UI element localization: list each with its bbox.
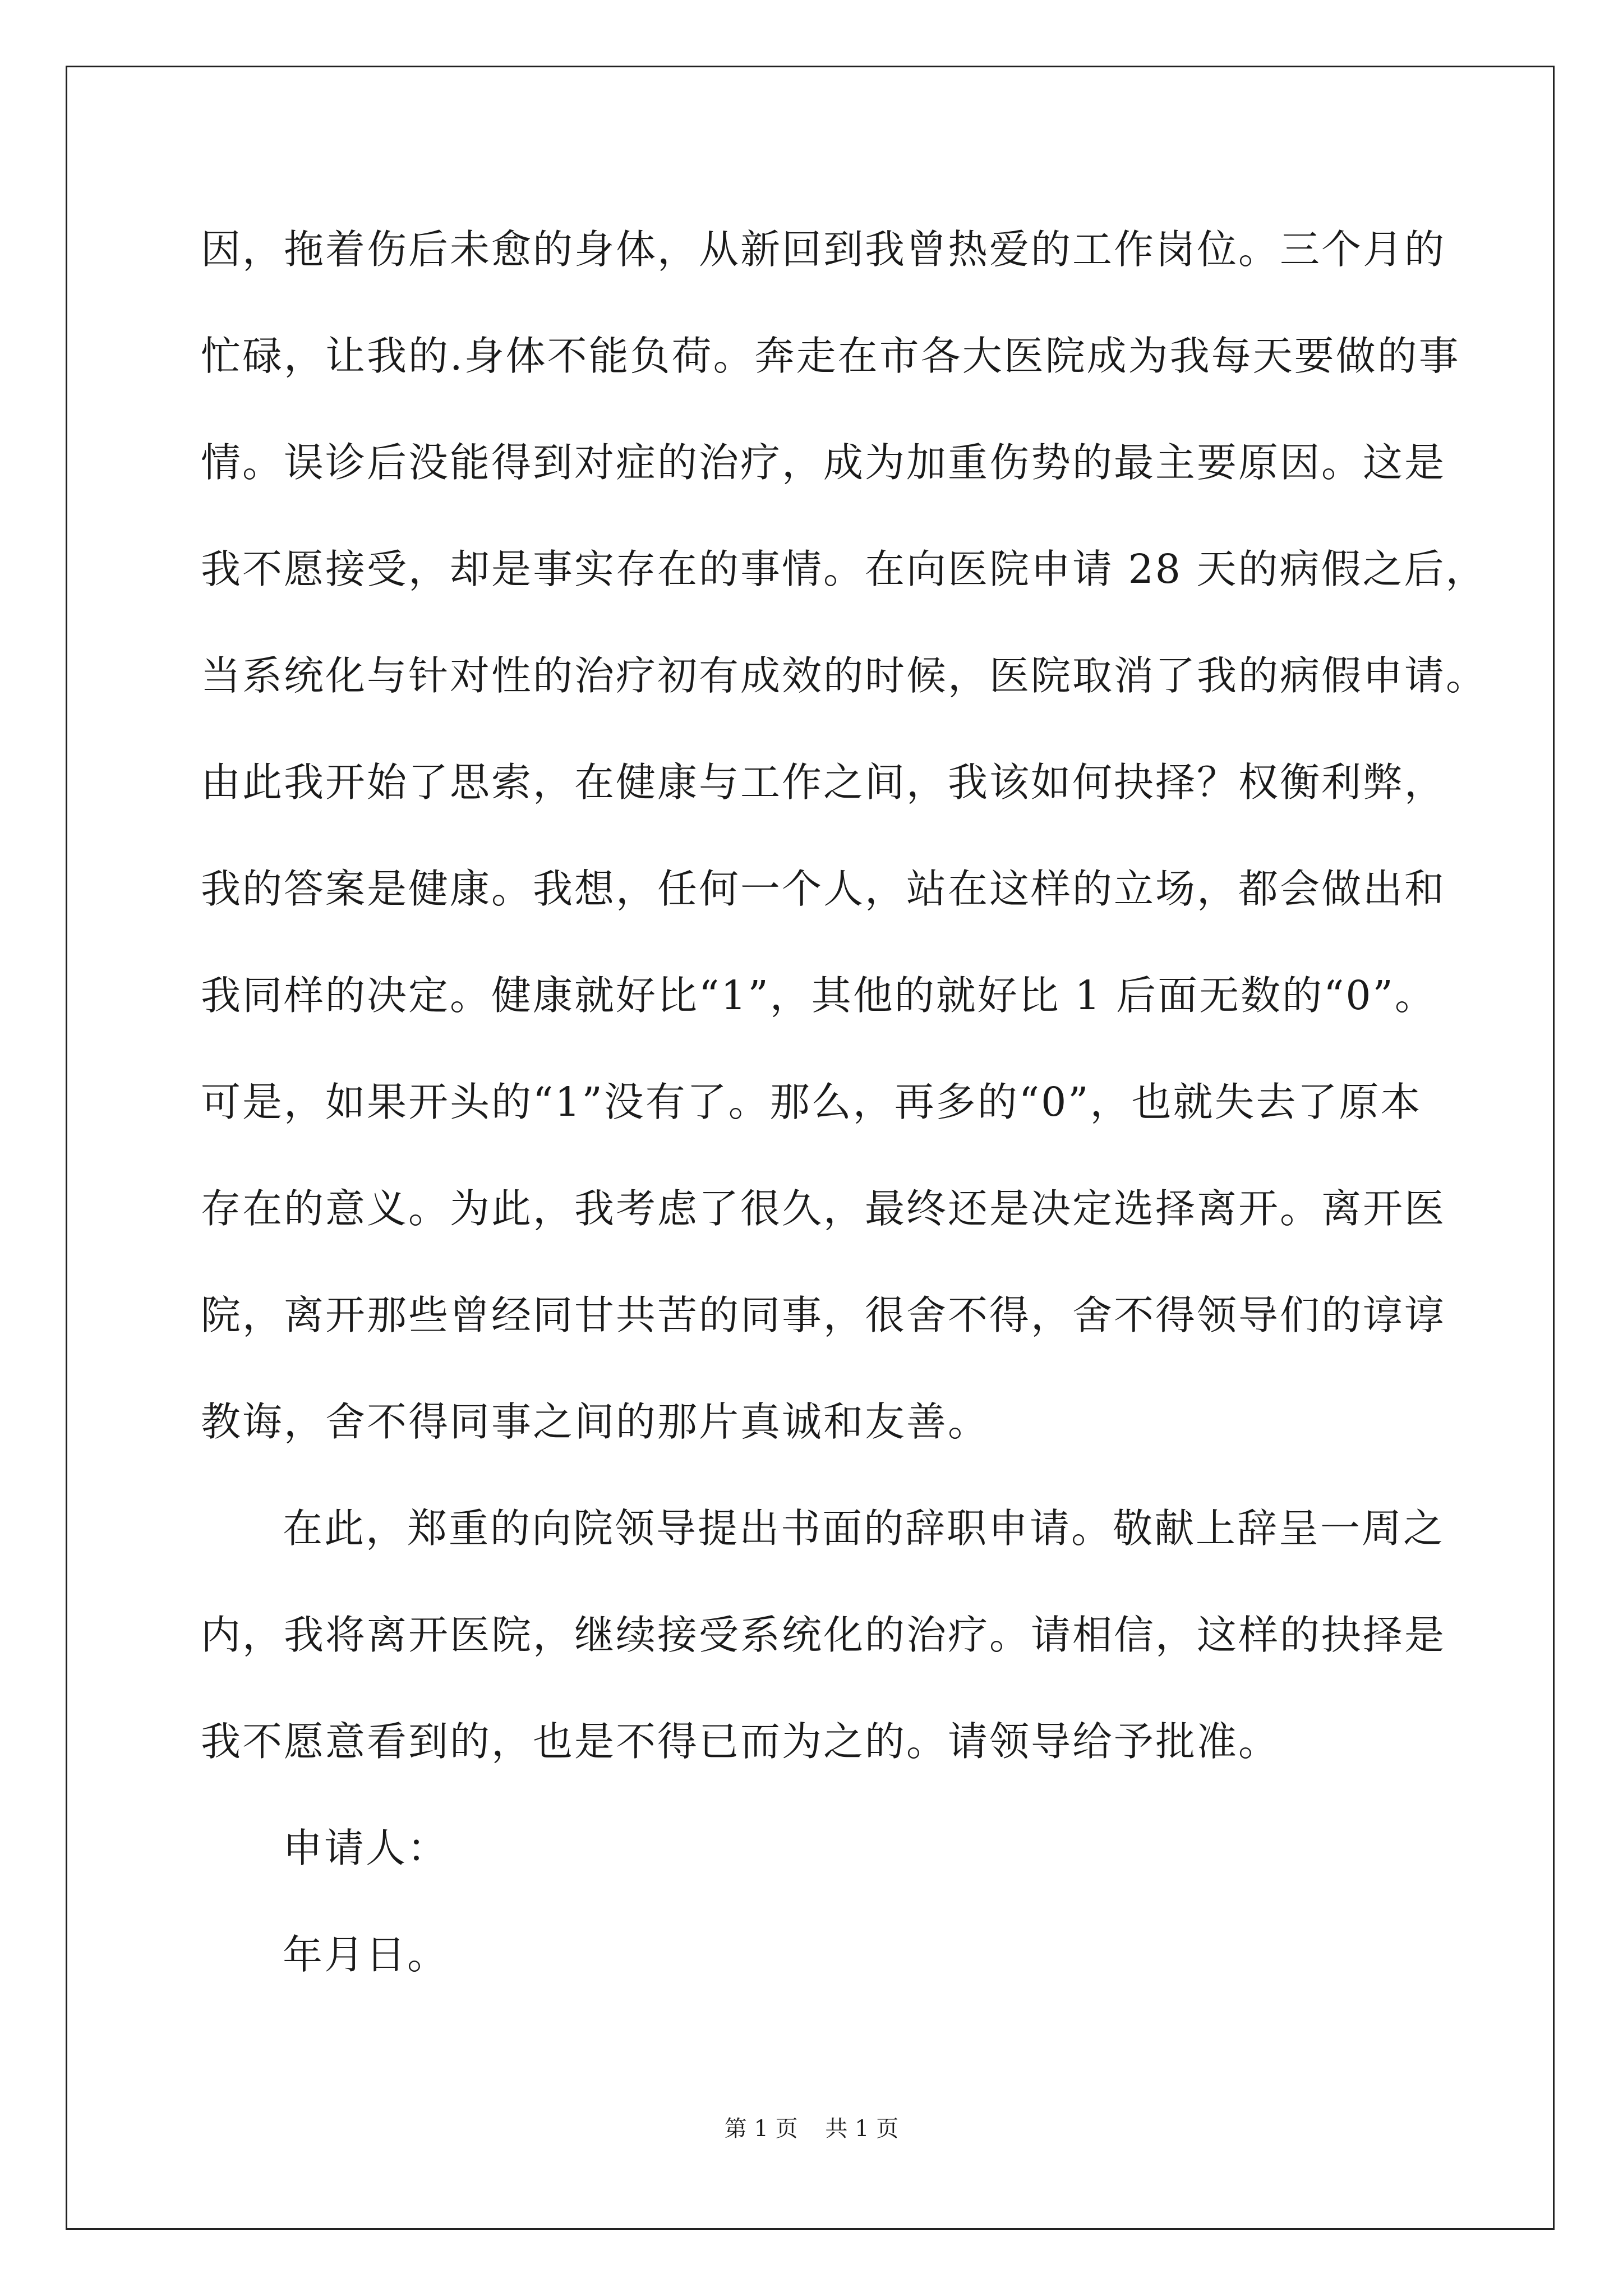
body-line-4: 我不愿接受，却是事实存在的事情。在向医院申请 28 天的病假之后， [201,546,1487,592]
body-line-1: 因，拖着伤后未愈的身体，从新回到我曾热爱的工作岗位。三个月的 [201,226,1446,273]
date-label: 年月日。 [283,1931,449,1978]
body-line-12: 教诲，舍不得同事之间的那片真诚和友善。 [201,1398,990,1445]
body-line-11: 院，离开那些曾经同甘共苦的同事，很舍不得，舍不得领导们的谆谆 [201,1292,1446,1338]
body-line-2: 忙碌，让我的.身体不能负荷。奔走在市各大医院成为我每天要做的事 [201,333,1460,379]
page-footer [0,2115,1623,2143]
body-line-8: 我同样的决定。健康就好比“1”，其他的就好比 1 后面无数的“0”。 [201,972,1436,1019]
body-line-3: 情。误诊后没能得到对症的治疗，成为加重伤势的最主要原因。这是 [201,439,1446,486]
body-line-9: 可是，如果开头的“1”没有了。那么，再多的“0”，也就失去了原本 [201,1079,1422,1125]
body-line-14: 内，我将离开医院，继续接受系统化的治疗。请相信，这样的抉择是 [201,1612,1446,1658]
page-number: 第 1 页 [724,2116,798,2142]
body-line-15: 我不愿意看到的，也是不得已而为之的。请领导给予批准。 [201,1718,1280,1765]
body-line-6: 由此我开始了思索，在健康与工作之间，我该如何抉择？权衡利弊， [201,759,1446,806]
body-line-13: 在此，郑重的向院领导提出书面的辞职申请。敬献上辞呈一周之 [283,1505,1445,1552]
applicant-label: 申请人： [283,1825,449,1871]
page-total: 共 1 页 [825,2116,899,2142]
body-line-5: 当系统化与针对性的治疗初有成效的时候，医院取消了我的病假申请。 [201,652,1488,699]
body-line-10: 存在的意义。为此，我考虑了很久，最终还是决定选择离开。离开医 [201,1185,1446,1232]
body-line-7: 我的答案是健康。我想，任何一个人，站在这样的立场，都会做出和 [201,866,1446,912]
page-border [66,66,1555,2230]
